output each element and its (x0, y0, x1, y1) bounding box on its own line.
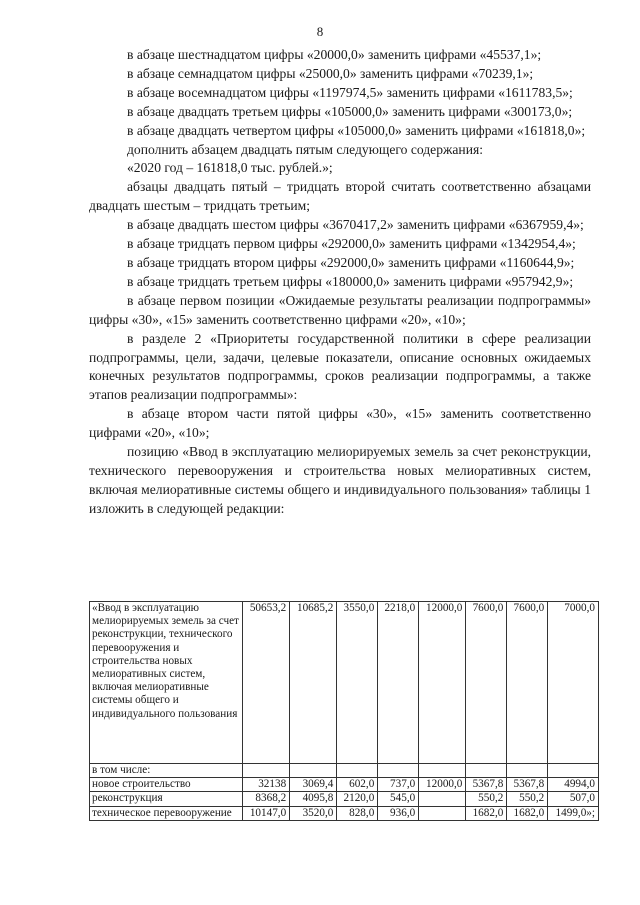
table-cell: 550,2 (507, 792, 548, 806)
table-cell (419, 806, 466, 820)
table-cell: 7000,0 (548, 602, 599, 764)
paragraph: абзацы двадцать пятый – тридцать второй считать соответственно абзацами двадцать шестым – тридцать третьим; (89, 179, 591, 214)
paragraph: в абзаце втором части пятой цифры «30», «15» заменить соответственно цифрами «20», «10»; (89, 406, 591, 441)
table-cell: 12000,0 (419, 602, 466, 764)
table-cell (337, 764, 378, 778)
table-cell: 737,0 (378, 778, 419, 792)
table-row (90, 602, 599, 764)
table-cell: 1682,0 (507, 806, 548, 820)
table-row (90, 806, 599, 820)
document-body (89, 46, 591, 519)
table-cell: 1682,0 (466, 806, 507, 820)
paragraph: в абзаце двадцать четвертом цифры «105000,0» заменить цифрами «161818,0»; (127, 122, 586, 138)
paragraph: в абзаце тридцать первом цифры «292000,0» заменить цифрами «1342954,4»; (127, 236, 576, 252)
table-cell-label: новое строительство (90, 778, 243, 792)
paragraph: в абзаце первом позиции «Ожидаемые результаты реализации подпрограммы» цифры «30», «15» заменить соответственно цифрами «20», «10»; (89, 292, 591, 327)
table-cell: 4095,8 (290, 792, 337, 806)
table-cell: 32138 (243, 778, 290, 792)
table-cell: 545,0 (378, 792, 419, 806)
table-cell (243, 764, 290, 778)
table-cell: 828,0 (337, 806, 378, 820)
table-cell-label: техническое перевооружение (90, 806, 243, 820)
paragraph: в абзаце восемнадцатом цифры «1197974,5» заменить цифрами «1611783,5»; (127, 84, 573, 100)
table-cell: 3550,0 (337, 602, 378, 764)
indicator-table (89, 601, 599, 821)
table-cell: 7600,0 (507, 602, 548, 764)
table-cell: 5367,8 (466, 778, 507, 792)
table-cell-label: «Ввод в эксплуатацию мелиорируемых земель за счет реконструкции, технического перевооружения и строительства новых мелиоративных систем, включая мелиоративные системы общего и индивидуального пользования (90, 602, 243, 764)
table-cell-label: в том числе: (90, 764, 243, 778)
table-cell: 602,0 (337, 778, 378, 792)
table-row (90, 764, 599, 778)
table-cell: 12000,0 (419, 778, 466, 792)
table-cell: 4994,0 (548, 778, 599, 792)
paragraph: в абзаце двадцать шестом цифры «3670417,2» заменить цифрами «6367959,4»; (127, 217, 584, 233)
table-row (90, 792, 599, 806)
table-cell (378, 764, 419, 778)
table-cell (419, 764, 466, 778)
page-number: 8 (316, 24, 324, 39)
table-cell (290, 764, 337, 778)
paragraph: в разделе 2 «Приоритеты государственной политики в сфере реализации подпрограммы, цели, задачи, целевые показатели, описание основных ожидаемых конечных результатов подпрограммы, сроков реализации подпрограммы, а также этапов реализации подпрограммы»: (89, 330, 591, 403)
table-cell (548, 764, 599, 778)
table-cell (419, 792, 466, 806)
table-cell: 3069,4 (290, 778, 337, 792)
paragraph: позицию «Ввод в эксплуатацию мелиорируемых земель за счет реконструкции, технического перевооружения и строительства новых мелиоративных систем, включая мелиоративные системы общего и индивидуального пользования» таблицы 1 изложить в следующей редакции: (89, 444, 591, 516)
paragraph: в абзаце шестнадцатом цифры «20000,0» заменить цифрами «45537,1»; (127, 47, 542, 62)
table-cell: 1499,0»; (548, 806, 599, 820)
table-cell (466, 764, 507, 778)
paragraph: в абзаце двадцать третьем цифры «105000,0» заменить цифрами «300173,0»; (127, 103, 573, 119)
table-cell: 3520,0 (290, 806, 337, 820)
table-cell: 507,0 (548, 792, 599, 806)
table-cell (507, 764, 548, 778)
table-cell-label: реконструкция (90, 792, 243, 806)
paragraph: дополнить абзацем двадцать пятым следующего содержания: (127, 141, 484, 157)
table-cell: 5367,8 (507, 778, 548, 792)
table-cell: 10685,2 (290, 602, 337, 764)
table-row (90, 778, 599, 792)
paragraph: «2020 год – 161818,0 тыс. рублей.»; (127, 160, 333, 176)
table-cell: 2218,0 (378, 602, 419, 764)
paragraph: в абзаце тридцать третьем цифры «180000,0» заменить цифрами «957942,9»; (127, 273, 574, 289)
table-cell: 550,2 (466, 792, 507, 806)
table-cell: 7600,0 (466, 602, 507, 764)
table-cell: 50653,2 (243, 602, 290, 764)
paragraph: в абзаце тридцать втором цифры «292000,0» заменить цифрами «1160644,9»; (127, 254, 575, 270)
table-cell: 8368,2 (243, 792, 290, 806)
table-cell: 936,0 (378, 806, 419, 820)
table-cell: 10147,0 (243, 806, 290, 820)
paragraph: в абзаце семнадцатом цифры «25000,0» заменить цифрами «70239,1»; (127, 65, 534, 81)
table-cell: 2120,0 (337, 792, 378, 806)
